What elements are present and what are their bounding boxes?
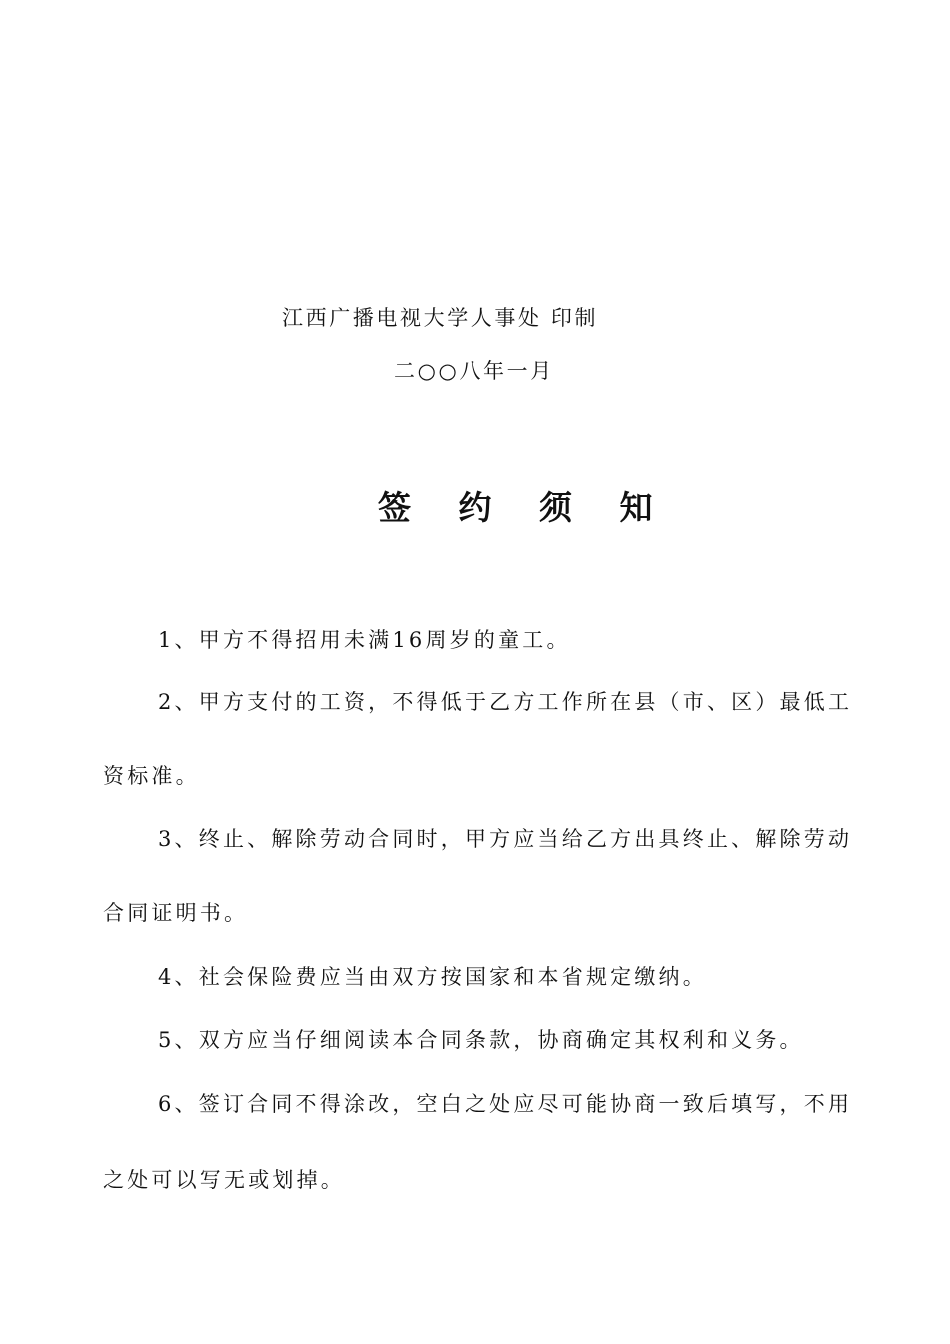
notice-item-3-line-1: 3、终止、解除劳动合同时，甲方应当给乙方出具终止、解除劳动 <box>158 827 853 851</box>
publish-date: 二○○八年一月 <box>394 359 554 383</box>
notice-item-6-line-2: 之处可以写无或划掉。 <box>103 1168 345 1192</box>
notice-item-1-line-1: 1、甲方不得招用未满16周岁的童工。 <box>158 628 571 652</box>
notice-item-3-line-2: 合同证明书。 <box>103 901 249 925</box>
publisher-line: 江西广播电视大学人事处 印制 <box>282 306 599 330</box>
notice-item-4-line-1: 4、社会保险费应当由双方按国家和本省规定缴纳。 <box>158 965 707 989</box>
notice-item-2-line-1: 2、甲方支付的工资，不得低于乙方工作所在县（市、区）最低工 <box>158 690 853 714</box>
notice-item-2-line-2: 资标准。 <box>103 764 200 788</box>
notice-item-6-line-1: 6、签订合同不得涂改，空白之处应尽可能协商一致后填写，不用 <box>158 1092 853 1116</box>
notice-title: 签 约 须 知 <box>378 488 671 527</box>
notice-item-5-line-1: 5、双方应当仔细阅读本合同条款，协商确定其权利和义务。 <box>158 1028 804 1052</box>
